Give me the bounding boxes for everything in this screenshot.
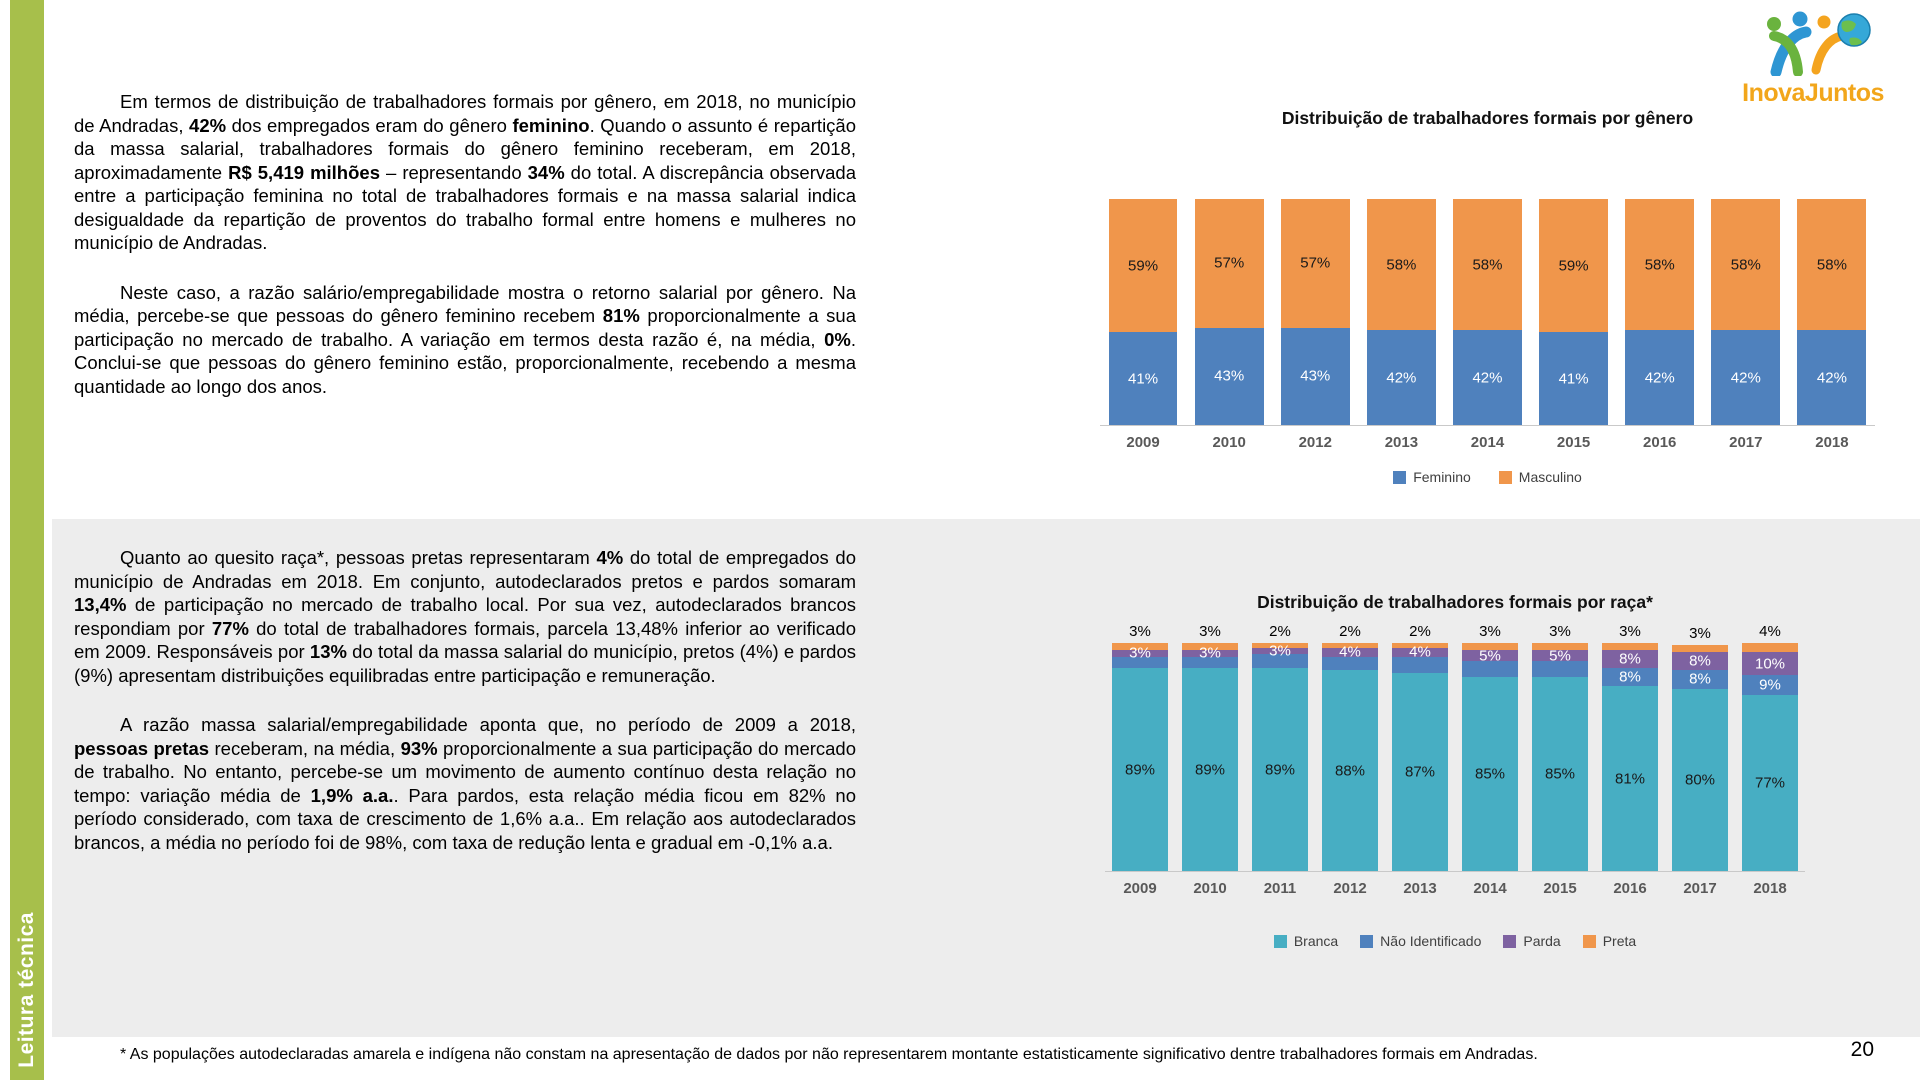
data-label: 3%: [1549, 623, 1571, 641]
data-label: 42%: [1730, 369, 1761, 387]
segment-Parda: [1532, 647, 1588, 665]
data-label: 4%: [1409, 643, 1431, 661]
bold-text: 1,9% a.a.: [310, 784, 394, 806]
axis-label: 2011: [1263, 880, 1297, 897]
bold-text: 13,4%: [74, 594, 127, 615]
bar-2017: [1665, 625, 1735, 871]
legend-item: [1393, 469, 1471, 485]
axis-label: 2017: [1729, 434, 1763, 451]
segment-Parda: [1462, 647, 1518, 665]
footnote: * As populações autodeclaradas amarela e indígena não constam na apresentação de dados por não representarem montante estatisticamente significativo dentre trabalhadores formais em Andradas.: [120, 1046, 1538, 1063]
bar-2016: [1617, 199, 1703, 425]
text-run: do total de trabalhadores formais, parcela 13,48% inferior ao verificado em 2009. Responsáveis por: [74, 617, 856, 662]
segment-Masculino: [1281, 199, 1350, 328]
axis-label: 2012: [1333, 880, 1367, 897]
legend-swatch: [1393, 471, 1406, 484]
bar-2014: [1455, 623, 1525, 871]
data-label: 59%: [1128, 257, 1159, 275]
bold-text: 13%: [309, 641, 347, 662]
data-label: 3%: [1479, 623, 1501, 641]
data-label: 3%: [1689, 625, 1711, 643]
axis-label: 2009: [1126, 434, 1160, 451]
segment-Branca: [1462, 677, 1518, 871]
legend-label: Preta: [1602, 933, 1637, 949]
text-run: receberam, na média,: [209, 737, 401, 759]
segment-Parda: [1672, 652, 1728, 670]
stacked-bar: [1532, 623, 1588, 871]
legend-swatch: [1360, 935, 1373, 948]
segment-Masculino: [1797, 199, 1866, 330]
data-label: 88%: [1334, 762, 1366, 780]
race-chart: [1105, 592, 1805, 949]
legend-item: [1503, 933, 1560, 949]
stacked-bar: [1453, 199, 1522, 425]
race-chart-x-axis: [1105, 880, 1805, 897]
segment-Preta: [1602, 623, 1658, 650]
bar-2010: [1186, 199, 1272, 425]
data-label: 5%: [1479, 647, 1501, 665]
bar-2012: [1315, 623, 1385, 871]
data-label: 43%: [1300, 367, 1331, 385]
text-run: proporcionalmente a sua participação no mercado de trabalho. A variação em termos desta razão é, na média,: [74, 305, 856, 350]
paragraph: [74, 713, 856, 854]
bold-text: pessoas pretas: [74, 737, 210, 759]
bar-2013: [1385, 623, 1455, 871]
paragraph: [74, 281, 856, 399]
stacked-bar: [1462, 623, 1518, 871]
axis-label: 2015: [1556, 434, 1591, 451]
stacked-bar: [1742, 623, 1798, 871]
segment-Parda: [1112, 644, 1168, 662]
segment-Masculino: [1453, 199, 1522, 330]
data-label: 57%: [1300, 254, 1331, 272]
gender-text-section: [74, 90, 856, 424]
segment-Feminino: [1281, 328, 1350, 425]
paragraph: [74, 90, 856, 255]
bar-2016: [1595, 623, 1665, 871]
data-label: 3%: [1619, 623, 1641, 641]
data-label: 85%: [1544, 765, 1576, 783]
data-label: 58%: [1472, 256, 1503, 274]
legend-label: Branca: [1293, 933, 1339, 949]
segment-Masculino: [1711, 199, 1780, 330]
bold-text: 81%: [602, 305, 640, 326]
text-run: proporcionalmente a sua participação do mercado de trabalho. No entanto, percebe-se um movimento de aumento contínuo desta relação no tempo: variação média de: [74, 737, 857, 806]
legend-item: [1360, 933, 1481, 949]
data-label: 42%: [1644, 369, 1675, 387]
segment-Masculino: [1109, 199, 1178, 332]
data-label: 58%: [1386, 256, 1417, 274]
segment-Masculino: [1195, 199, 1264, 328]
race-chart-plot: [1105, 623, 1805, 872]
bold-text: 0%: [824, 328, 851, 350]
text-run: – representando: [380, 161, 528, 183]
bold-text: 42%: [189, 114, 227, 136]
data-label: 89%: [1194, 761, 1226, 779]
legend-label: Não Identificado: [1380, 933, 1482, 949]
axis-label: 2015: [1543, 880, 1577, 897]
stacked-bar: [1281, 199, 1350, 425]
bold-text: R$ 5,419 milhões: [228, 161, 380, 183]
bar-2011: [1245, 623, 1315, 871]
text-run: A razão massa salarial/empregabilidade aponta que, no período de 2009 a 2018,: [120, 714, 856, 735]
axis-label: 2016: [1643, 434, 1677, 451]
data-label: 89%: [1264, 761, 1296, 779]
text-run: do total da massa salarial do município, pretos (4%) e pardos (9%) apresentam distribuições equilibradas entre participação e remuneração.: [74, 641, 857, 686]
bar-2013: [1358, 199, 1444, 425]
bar-2009: [1105, 623, 1175, 871]
segment-Feminino: [1625, 330, 1694, 425]
inovajuntos-logo-text: InovaJuntos: [1742, 79, 1884, 107]
axis-label: 2013: [1384, 434, 1419, 451]
data-label: 85%: [1474, 765, 1506, 783]
stacked-bar: [1392, 623, 1448, 871]
axis-label: 2014: [1470, 434, 1505, 451]
data-label: 8%: [1619, 668, 1641, 686]
legend-item: [1274, 933, 1338, 949]
segment-Masculino: [1625, 199, 1694, 330]
stacked-bar: [1602, 623, 1658, 871]
stacked-bar: [1672, 625, 1728, 871]
stacked-bar: [1367, 199, 1436, 425]
legend-swatch: [1499, 471, 1512, 484]
legend-swatch: [1503, 935, 1516, 948]
legend-swatch: [1583, 935, 1596, 948]
bar-2015: [1531, 199, 1617, 425]
sidebar-label-wrap: [10, 912, 44, 1068]
stacked-bar: [1195, 199, 1264, 425]
data-label: 2%: [1269, 623, 1291, 641]
stacked-bar: [1322, 623, 1378, 871]
segment-Branca: [1602, 686, 1658, 871]
data-label: 4%: [1339, 643, 1361, 661]
axis-label: 2010: [1193, 880, 1227, 897]
bold-text: 77%: [211, 617, 249, 639]
data-label: 3%: [1199, 623, 1221, 641]
data-label: 3%: [1129, 623, 1151, 641]
bold-text: 34%: [527, 161, 565, 183]
axis-label: 2009: [1123, 880, 1157, 897]
bold-text: 93%: [400, 737, 438, 759]
segment-Parda: [1252, 642, 1308, 660]
axis-label: 2016: [1613, 880, 1647, 897]
segment-Branca: [1182, 668, 1238, 871]
data-label: 3%: [1199, 644, 1221, 662]
legend-swatch: [1274, 935, 1287, 948]
gender-chart-title: Distribuição de trabalhadores formais por gênero: [1281, 108, 1694, 128]
segment-Não Identificado: [1742, 675, 1798, 696]
stacked-bar: [1252, 623, 1308, 871]
data-label: 8%: [1689, 670, 1711, 688]
sidebar-label: Leitura técnica: [15, 912, 38, 1068]
data-label: 58%: [1816, 256, 1847, 274]
legend-label: Parda: [1523, 933, 1561, 949]
segment-Parda: [1742, 652, 1798, 675]
page-number: 20: [1850, 1038, 1874, 1061]
stacked-bar: [1109, 199, 1178, 425]
segment-Feminino: [1711, 330, 1780, 425]
segment-Branca: [1322, 670, 1378, 871]
text-run: Quanto ao quesito raça*, pessoas pretas representaram: [120, 547, 597, 568]
legend-label: Feminino: [1413, 469, 1471, 485]
data-label: 58%: [1730, 256, 1761, 274]
paragraph: [74, 546, 856, 687]
segment-Parda: [1602, 650, 1658, 668]
text-run: do total. A discrepância observada entre a participação feminina no total de trabalhadores formais e na massa salarial indica desigualdade da repartição de proventos do trabalho formal entre homens e mulheres no município de Andradas.: [74, 161, 856, 253]
bar-2018: [1789, 199, 1875, 425]
bold-text: 4%: [596, 547, 624, 568]
stacked-bar: [1625, 199, 1694, 425]
gender-chart-plot: [1100, 199, 1875, 426]
data-label: 5%: [1549, 647, 1571, 665]
bar-2009: [1100, 199, 1186, 425]
data-label: 3%: [1269, 642, 1291, 660]
segment-Branca: [1112, 668, 1168, 871]
segment-Feminino: [1539, 332, 1608, 425]
stacked-bar: [1539, 199, 1608, 425]
segment-Branca: [1742, 695, 1798, 871]
race-chart-legend: [1105, 933, 1805, 949]
text-run: Neste caso, a razão salário/empregabilidade mostra o retorno salarial por gênero. Na média, percebe-se que pessoas do gênero feminino recebem: [74, 281, 856, 326]
segment-Feminino: [1453, 330, 1522, 425]
data-label: 43%: [1214, 367, 1245, 385]
bold-text: feminino: [512, 114, 590, 136]
bar-2018: [1735, 623, 1805, 871]
legend-item: [1583, 933, 1636, 949]
data-label: 57%: [1214, 254, 1245, 272]
segment-Branca: [1392, 673, 1448, 871]
sidebar-strip: [10, 0, 44, 1080]
gender-chart-legend: [1100, 469, 1875, 485]
data-label: 89%: [1124, 761, 1156, 779]
segment-Branca: [1252, 668, 1308, 871]
data-label: 42%: [1472, 369, 1503, 387]
text-run: do total de empregados do município de Andradas em 2018. Em conjunto, autodeclarados pretos e pardos somaram: [74, 547, 856, 592]
segment-Feminino: [1367, 330, 1436, 425]
axis-label: 2010: [1212, 434, 1246, 451]
data-label: 41%: [1128, 370, 1159, 388]
text-run: . Para pardos, esta relação média ficou em 82% no período considerado, com taxa de crescimento de 1,6% a.a.. Em relação aos autodeclarados brancos, a média no período foi de 98%, com taxa de redução lenta e gradual em -0,1% a.a.: [74, 784, 856, 853]
text-run: . Quando o assunto é repartição da massa salarial, trabalhadores formais do gênero feminino receberam, em 2018, aproximadamente: [74, 114, 857, 183]
bar-2010: [1175, 623, 1245, 871]
segment-Masculino: [1539, 199, 1608, 332]
data-label: 2%: [1409, 623, 1431, 641]
data-label: 4%: [1759, 623, 1781, 641]
race-chart-title: Distribuição de trabalhadores formais por raça*: [1257, 592, 1653, 612]
legend-label: Masculino: [1518, 469, 1582, 485]
data-label: 8%: [1689, 652, 1711, 670]
legend-item: [1499, 469, 1582, 485]
text-run: de participação no mercado de trabalho local. Por sua vez, autodeclarados brancos respondiam por: [74, 594, 856, 639]
data-label: 42%: [1386, 369, 1417, 387]
segment-Feminino: [1109, 332, 1178, 425]
data-label: 41%: [1558, 370, 1589, 388]
stacked-bar: [1711, 199, 1780, 425]
segment-Preta: [1742, 623, 1798, 652]
data-label: 42%: [1816, 369, 1847, 387]
segment-Parda: [1182, 644, 1238, 662]
race-text-section: [74, 546, 856, 880]
data-label: 58%: [1644, 256, 1675, 274]
segment-Parda: [1392, 643, 1448, 661]
bar-2015: [1525, 623, 1595, 871]
segment-Branca: [1532, 677, 1588, 871]
segment-Preta: [1672, 625, 1728, 652]
text-run: dos empregados eram do gênero: [226, 114, 513, 136]
data-label: 59%: [1558, 257, 1589, 275]
bar-2017: [1703, 199, 1789, 425]
stacked-bar: [1112, 623, 1168, 871]
segment-Parda: [1322, 643, 1378, 661]
segment-Não Identificado: [1672, 670, 1728, 688]
text-run: Em termos de distribuição de trabalhadores formais por gênero, em 2018, no município de Andradas,: [74, 91, 856, 136]
segment-Feminino: [1195, 328, 1264, 425]
inovajuntos-logo: [1728, 8, 1898, 108]
bar-2012: [1272, 199, 1358, 425]
inovajuntos-logo-icon: [1738, 63, 1888, 80]
axis-label: 2012: [1298, 434, 1332, 451]
data-label: 81%: [1614, 770, 1646, 788]
bar-2014: [1444, 199, 1530, 425]
data-label: 2%: [1339, 623, 1361, 641]
stacked-bar: [1797, 199, 1866, 425]
data-label: 77%: [1754, 774, 1786, 792]
axis-label: 2018: [1815, 434, 1849, 451]
data-label: 10%: [1754, 655, 1786, 673]
segment-Masculino: [1367, 199, 1436, 330]
data-label: 9%: [1759, 676, 1781, 694]
segment-Feminino: [1797, 330, 1866, 425]
stacked-bar: [1182, 623, 1238, 871]
axis-label: 2013: [1403, 880, 1437, 897]
axis-label: 2018: [1753, 880, 1787, 897]
gender-chart-x-axis: [1100, 434, 1875, 451]
segment-Branca: [1672, 689, 1728, 871]
axis-label: 2014: [1473, 880, 1507, 897]
gender-chart: [1100, 108, 1875, 485]
text-run: . Conclui-se que pessoas do gênero feminino estão, proporcionalmente, recebendo a mesma quantidade ao longo dos anos.: [74, 328, 856, 397]
data-label: 8%: [1619, 650, 1641, 668]
data-label: 3%: [1129, 644, 1151, 662]
segment-Não Identificado: [1602, 668, 1658, 686]
data-label: 80%: [1684, 771, 1716, 789]
data-label: 87%: [1404, 763, 1436, 781]
axis-label: 2017: [1683, 880, 1717, 897]
